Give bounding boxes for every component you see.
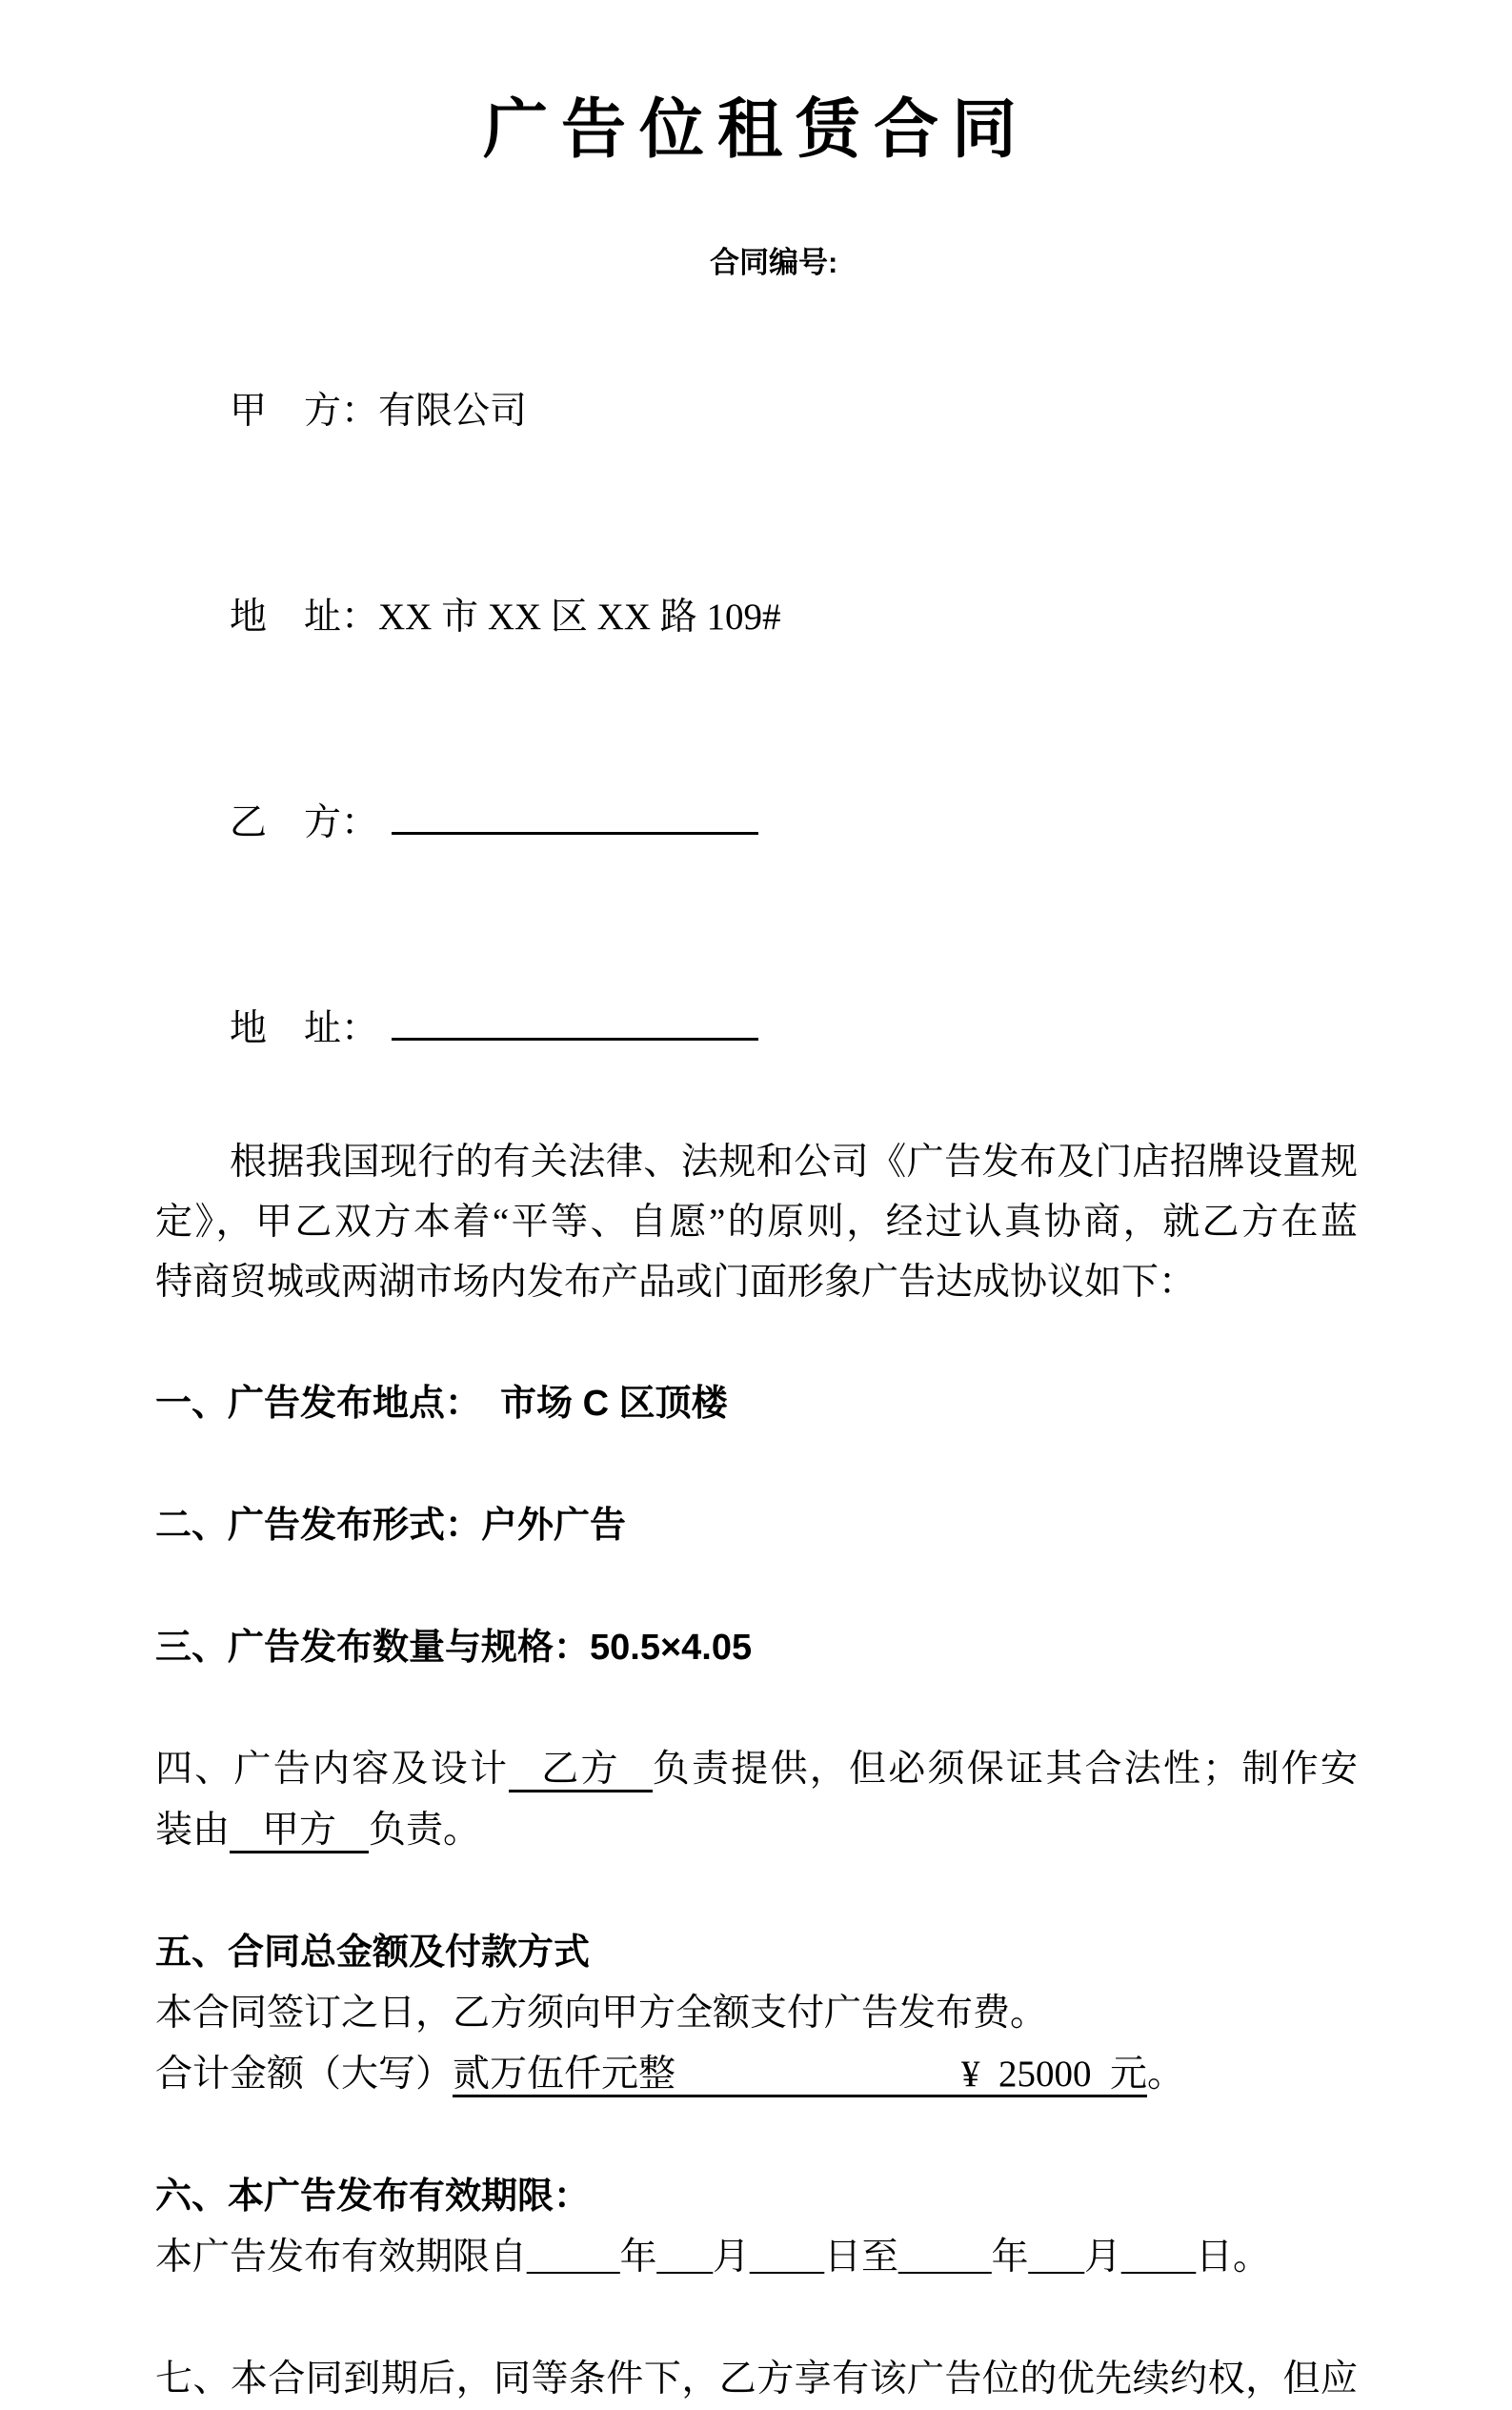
section-2-ad-format xyxy=(155,1495,1358,1556)
section-1-line xyxy=(155,1373,1358,1434)
party-b-blank-field[interactable] xyxy=(392,801,758,835)
amount-in-figures: ¥ 25000 元 xyxy=(961,2054,1148,2095)
section-6-date-blanks-line[interactable]: 本广告发布有效期限自_____年___月____日至_____年___月____日。 xyxy=(155,2237,1271,2278)
section-4-responsible-party-blank[interactable]: 乙方 xyxy=(509,1749,653,1792)
section-5-amount-payment xyxy=(155,1922,1358,2105)
section-2-title: 二、广告发布形式： xyxy=(155,1506,482,1546)
section-3-line xyxy=(155,1617,1358,1678)
contract-number-label: 合同编号: xyxy=(710,246,838,279)
section-4-line-1 xyxy=(155,1739,1358,1800)
section-5-line-1: 本合同签订之日，乙方须向甲方全额支付广告发布费。 xyxy=(155,1993,1048,2034)
section-1-value: 市场 C 区顶楼 xyxy=(500,1384,728,1424)
preamble-line-2: 定》，甲乙双方本着“平等、自愿”的原则，经过认真协商，就乙方在蓝 xyxy=(155,1202,1358,1243)
amount-blank-field[interactable] xyxy=(453,2054,1147,2097)
section-4-content-design xyxy=(155,1739,1358,1861)
section-2-value: 户外广告 xyxy=(481,1506,627,1546)
party-a-value: 有限公司 xyxy=(378,391,528,432)
party-info-block xyxy=(155,309,1358,1132)
section-1-title: 一、广告发布地点： xyxy=(155,1384,482,1424)
section-3-ad-quantity-spec xyxy=(155,1617,1358,1678)
address-a-value: XX 市 XX 区 XX 路 109# xyxy=(378,597,781,638)
section-7-renewal-right xyxy=(155,2349,1358,2410)
section-5-amount-line xyxy=(155,2044,1358,2105)
party-a-row xyxy=(155,309,1358,515)
section-6-title: 六、本广告发布有效期限： xyxy=(155,2177,591,2217)
address-b-row xyxy=(155,926,1358,1132)
section-1-ad-location xyxy=(155,1373,1358,1434)
section-4-installer-party-blank[interactable]: 甲方 xyxy=(230,1810,369,1853)
section-6-validity-period xyxy=(155,2166,1358,2288)
section-3-title: 三、广告发布数量与规格： xyxy=(155,1628,591,1668)
address-b-blank-field[interactable] xyxy=(392,1007,758,1041)
section-4-line-2 xyxy=(155,1800,1358,1861)
party-b-label: 乙 方： xyxy=(230,802,379,843)
section-5-title: 五、合同总金额及付款方式 xyxy=(155,1933,591,1973)
section-4-line2-prefix: 装由 xyxy=(155,1810,231,1851)
address-b-label: 地 址： xyxy=(230,1008,379,1049)
amount-label: 合计金额（大写） xyxy=(155,2054,454,2095)
address-a-label: 地 址： xyxy=(230,597,379,638)
preamble-line-1: 根据我国现行的有关法律、法规和公司《广告发布及门店招牌设置规 xyxy=(230,1142,1358,1183)
section-4-prefix: 四、广告内容及设计 xyxy=(155,1749,510,1790)
preamble xyxy=(155,1132,1358,1312)
address-a-row xyxy=(155,515,1358,720)
section-7-line: 七、本合同到期后，同等条件下，乙方享有该广告位的优先续约权，但应 xyxy=(155,2359,1358,2400)
preamble-line-3: 特商贸城或两湖市场内发布产品或门面形象广告达成协议如下： xyxy=(155,1262,1197,1303)
section-2-line xyxy=(155,1495,1358,1556)
amount-period: 。 xyxy=(1147,2054,1185,2095)
amount-in-words: 贰万伍仟元整 xyxy=(453,2054,676,2095)
section-4-suffix: 负责。 xyxy=(369,1810,481,1851)
section-3-value: 50.5×4.05 xyxy=(590,1628,753,1668)
section-4-middle: 负责提供，但必须保证其合法性；制作安 xyxy=(652,1749,1358,1790)
party-a-label: 甲 方： xyxy=(230,391,379,432)
party-b-row xyxy=(155,720,1358,926)
page-title: 广告位租赁合同 xyxy=(482,93,1030,166)
